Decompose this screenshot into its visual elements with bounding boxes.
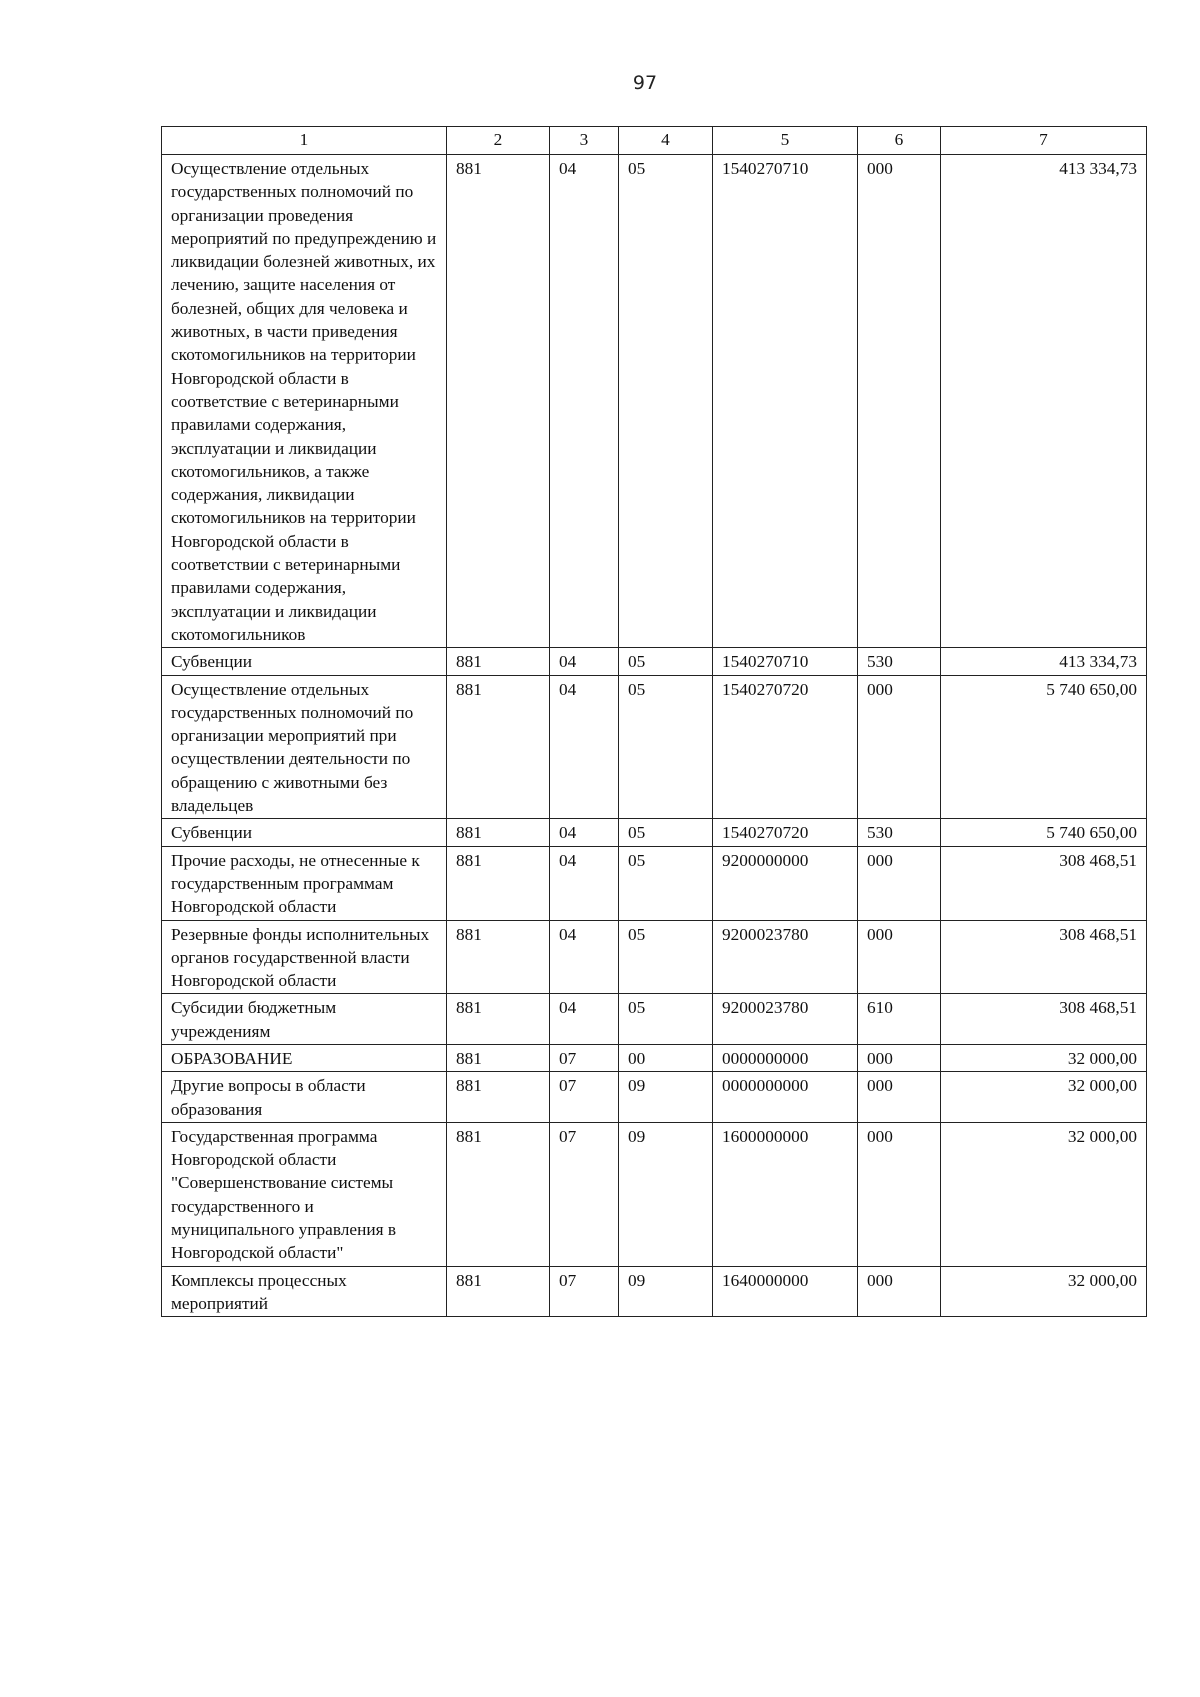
- column-header: 5: [713, 127, 858, 155]
- table-row: [162, 1072, 1147, 1123]
- page-number: 97: [632, 72, 658, 94]
- target-article-cell: 1540270710: [713, 155, 858, 648]
- table-row: [162, 920, 1147, 994]
- subsection-cell: 09: [619, 1122, 713, 1266]
- expense-type-cell: 000: [858, 155, 941, 648]
- amount-cell: 308 468,51: [941, 920, 1147, 994]
- column-header: 4: [619, 127, 713, 155]
- row-name-cell: Государственная программа Новгородской области "Совершенствование системы государственного и муниципального управления в Новгородской области": [162, 1122, 447, 1266]
- admin-code-cell: 881: [447, 846, 550, 920]
- column-header: 3: [550, 127, 619, 155]
- admin-code-cell: 881: [447, 819, 550, 846]
- table-row: [162, 1122, 1147, 1266]
- target-article-cell: 0000000000: [713, 1044, 858, 1071]
- target-article-cell: 1540270720: [713, 675, 858, 819]
- subsection-cell: 05: [619, 920, 713, 994]
- target-article-cell: 1540270710: [713, 648, 858, 675]
- expense-type-cell: 000: [858, 920, 941, 994]
- table-row: [162, 1266, 1147, 1317]
- row-name-cell: Субсидии бюджетным учреждениям: [162, 994, 447, 1045]
- table-header-row: [162, 127, 1147, 155]
- table-body: [162, 155, 1147, 1317]
- subsection-cell: 00: [619, 1044, 713, 1071]
- row-name-cell: Резервные фонды исполнительных органов государственной власти Новгородской области: [162, 920, 447, 994]
- column-header: 2: [447, 127, 550, 155]
- subsection-cell: 05: [619, 675, 713, 819]
- expense-type-cell: 000: [858, 1072, 941, 1123]
- expense-type-cell: 530: [858, 648, 941, 675]
- row-name-cell: Прочие расходы, не отнесенные к государственным программам Новгородской области: [162, 846, 447, 920]
- expense-type-cell: 000: [858, 846, 941, 920]
- subsection-cell: 05: [619, 846, 713, 920]
- amount-cell: 32 000,00: [941, 1266, 1147, 1317]
- row-name-cell: Осуществление отдельных государственных полномочий по организации проведения мероприятий по предупреждению и ликвидации болезней животных, их лечению, защите населения от болезней, общих для человека и животных, в части приведения скотомогильников на территории Новгородской области в соответствие с ветеринарными правилами содержания, эксплуатации и ликвидации скотомогильников, а также содержания, ликвидации скотомогильников на территории Новгородской области в соответствии с ветеринарными правилами содержания, эксплуатации и ликвидации скотомогильников: [162, 155, 447, 648]
- table-row: [162, 846, 1147, 920]
- admin-code-cell: 881: [447, 648, 550, 675]
- amount-cell: 308 468,51: [941, 846, 1147, 920]
- section-cell: 04: [550, 155, 619, 648]
- budget-table: [161, 126, 1147, 1317]
- amount-cell: 32 000,00: [941, 1044, 1147, 1071]
- section-cell: 04: [550, 648, 619, 675]
- admin-code-cell: 881: [447, 920, 550, 994]
- section-cell: 07: [550, 1266, 619, 1317]
- table-row: [162, 1044, 1147, 1071]
- admin-code-cell: 881: [447, 1122, 550, 1266]
- table-row: [162, 819, 1147, 846]
- section-cell: 07: [550, 1122, 619, 1266]
- table-row: [162, 155, 1147, 648]
- row-name-cell: Субвенции: [162, 819, 447, 846]
- amount-cell: 413 334,73: [941, 155, 1147, 648]
- subsection-cell: 05: [619, 819, 713, 846]
- row-name-cell: Субвенции: [162, 648, 447, 675]
- section-cell: 07: [550, 1072, 619, 1123]
- amount-cell: 32 000,00: [941, 1122, 1147, 1266]
- table-row: [162, 994, 1147, 1045]
- section-cell: 07: [550, 1044, 619, 1071]
- admin-code-cell: 881: [447, 1266, 550, 1317]
- table-row: [162, 675, 1147, 819]
- expense-type-cell: 610: [858, 994, 941, 1045]
- admin-code-cell: 881: [447, 1072, 550, 1123]
- subsection-cell: 05: [619, 994, 713, 1045]
- column-header: 6: [858, 127, 941, 155]
- section-cell: 04: [550, 920, 619, 994]
- admin-code-cell: 881: [447, 155, 550, 648]
- row-name-cell: Комплексы процессных мероприятий: [162, 1266, 447, 1317]
- admin-code-cell: 881: [447, 675, 550, 819]
- subsection-cell: 09: [619, 1266, 713, 1317]
- section-cell: 04: [550, 819, 619, 846]
- target-article-cell: 9200023780: [713, 920, 858, 994]
- amount-cell: 32 000,00: [941, 1072, 1147, 1123]
- target-article-cell: 9200023780: [713, 994, 858, 1045]
- row-name-cell: Другие вопросы в области образования: [162, 1072, 447, 1123]
- table-row: [162, 648, 1147, 675]
- amount-cell: 5 740 650,00: [941, 819, 1147, 846]
- column-header: 7: [941, 127, 1147, 155]
- amount-cell: 5 740 650,00: [941, 675, 1147, 819]
- target-article-cell: 1640000000: [713, 1266, 858, 1317]
- expense-type-cell: 530: [858, 819, 941, 846]
- target-article-cell: 0000000000: [713, 1072, 858, 1123]
- subsection-cell: 09: [619, 1072, 713, 1123]
- section-cell: 04: [550, 994, 619, 1045]
- subsection-cell: 05: [619, 155, 713, 648]
- target-article-cell: 1600000000: [713, 1122, 858, 1266]
- expense-type-cell: 000: [858, 1122, 941, 1266]
- section-cell: 04: [550, 846, 619, 920]
- admin-code-cell: 881: [447, 994, 550, 1045]
- subsection-cell: 05: [619, 648, 713, 675]
- target-article-cell: 9200000000: [713, 846, 858, 920]
- admin-code-cell: 881: [447, 1044, 550, 1071]
- amount-cell: 413 334,73: [941, 648, 1147, 675]
- expense-type-cell: 000: [858, 1266, 941, 1317]
- target-article-cell: 1540270720: [713, 819, 858, 846]
- row-name-cell: ОБРАЗОВАНИЕ: [162, 1044, 447, 1071]
- amount-cell: 308 468,51: [941, 994, 1147, 1045]
- column-header: 1: [162, 127, 447, 155]
- row-name-cell: Осуществление отдельных государственных полномочий по организации мероприятий при осуществлении деятельности по обращению с животными без владельцев: [162, 675, 447, 819]
- section-cell: 04: [550, 675, 619, 819]
- expense-type-cell: 000: [858, 675, 941, 819]
- expense-type-cell: 000: [858, 1044, 941, 1071]
